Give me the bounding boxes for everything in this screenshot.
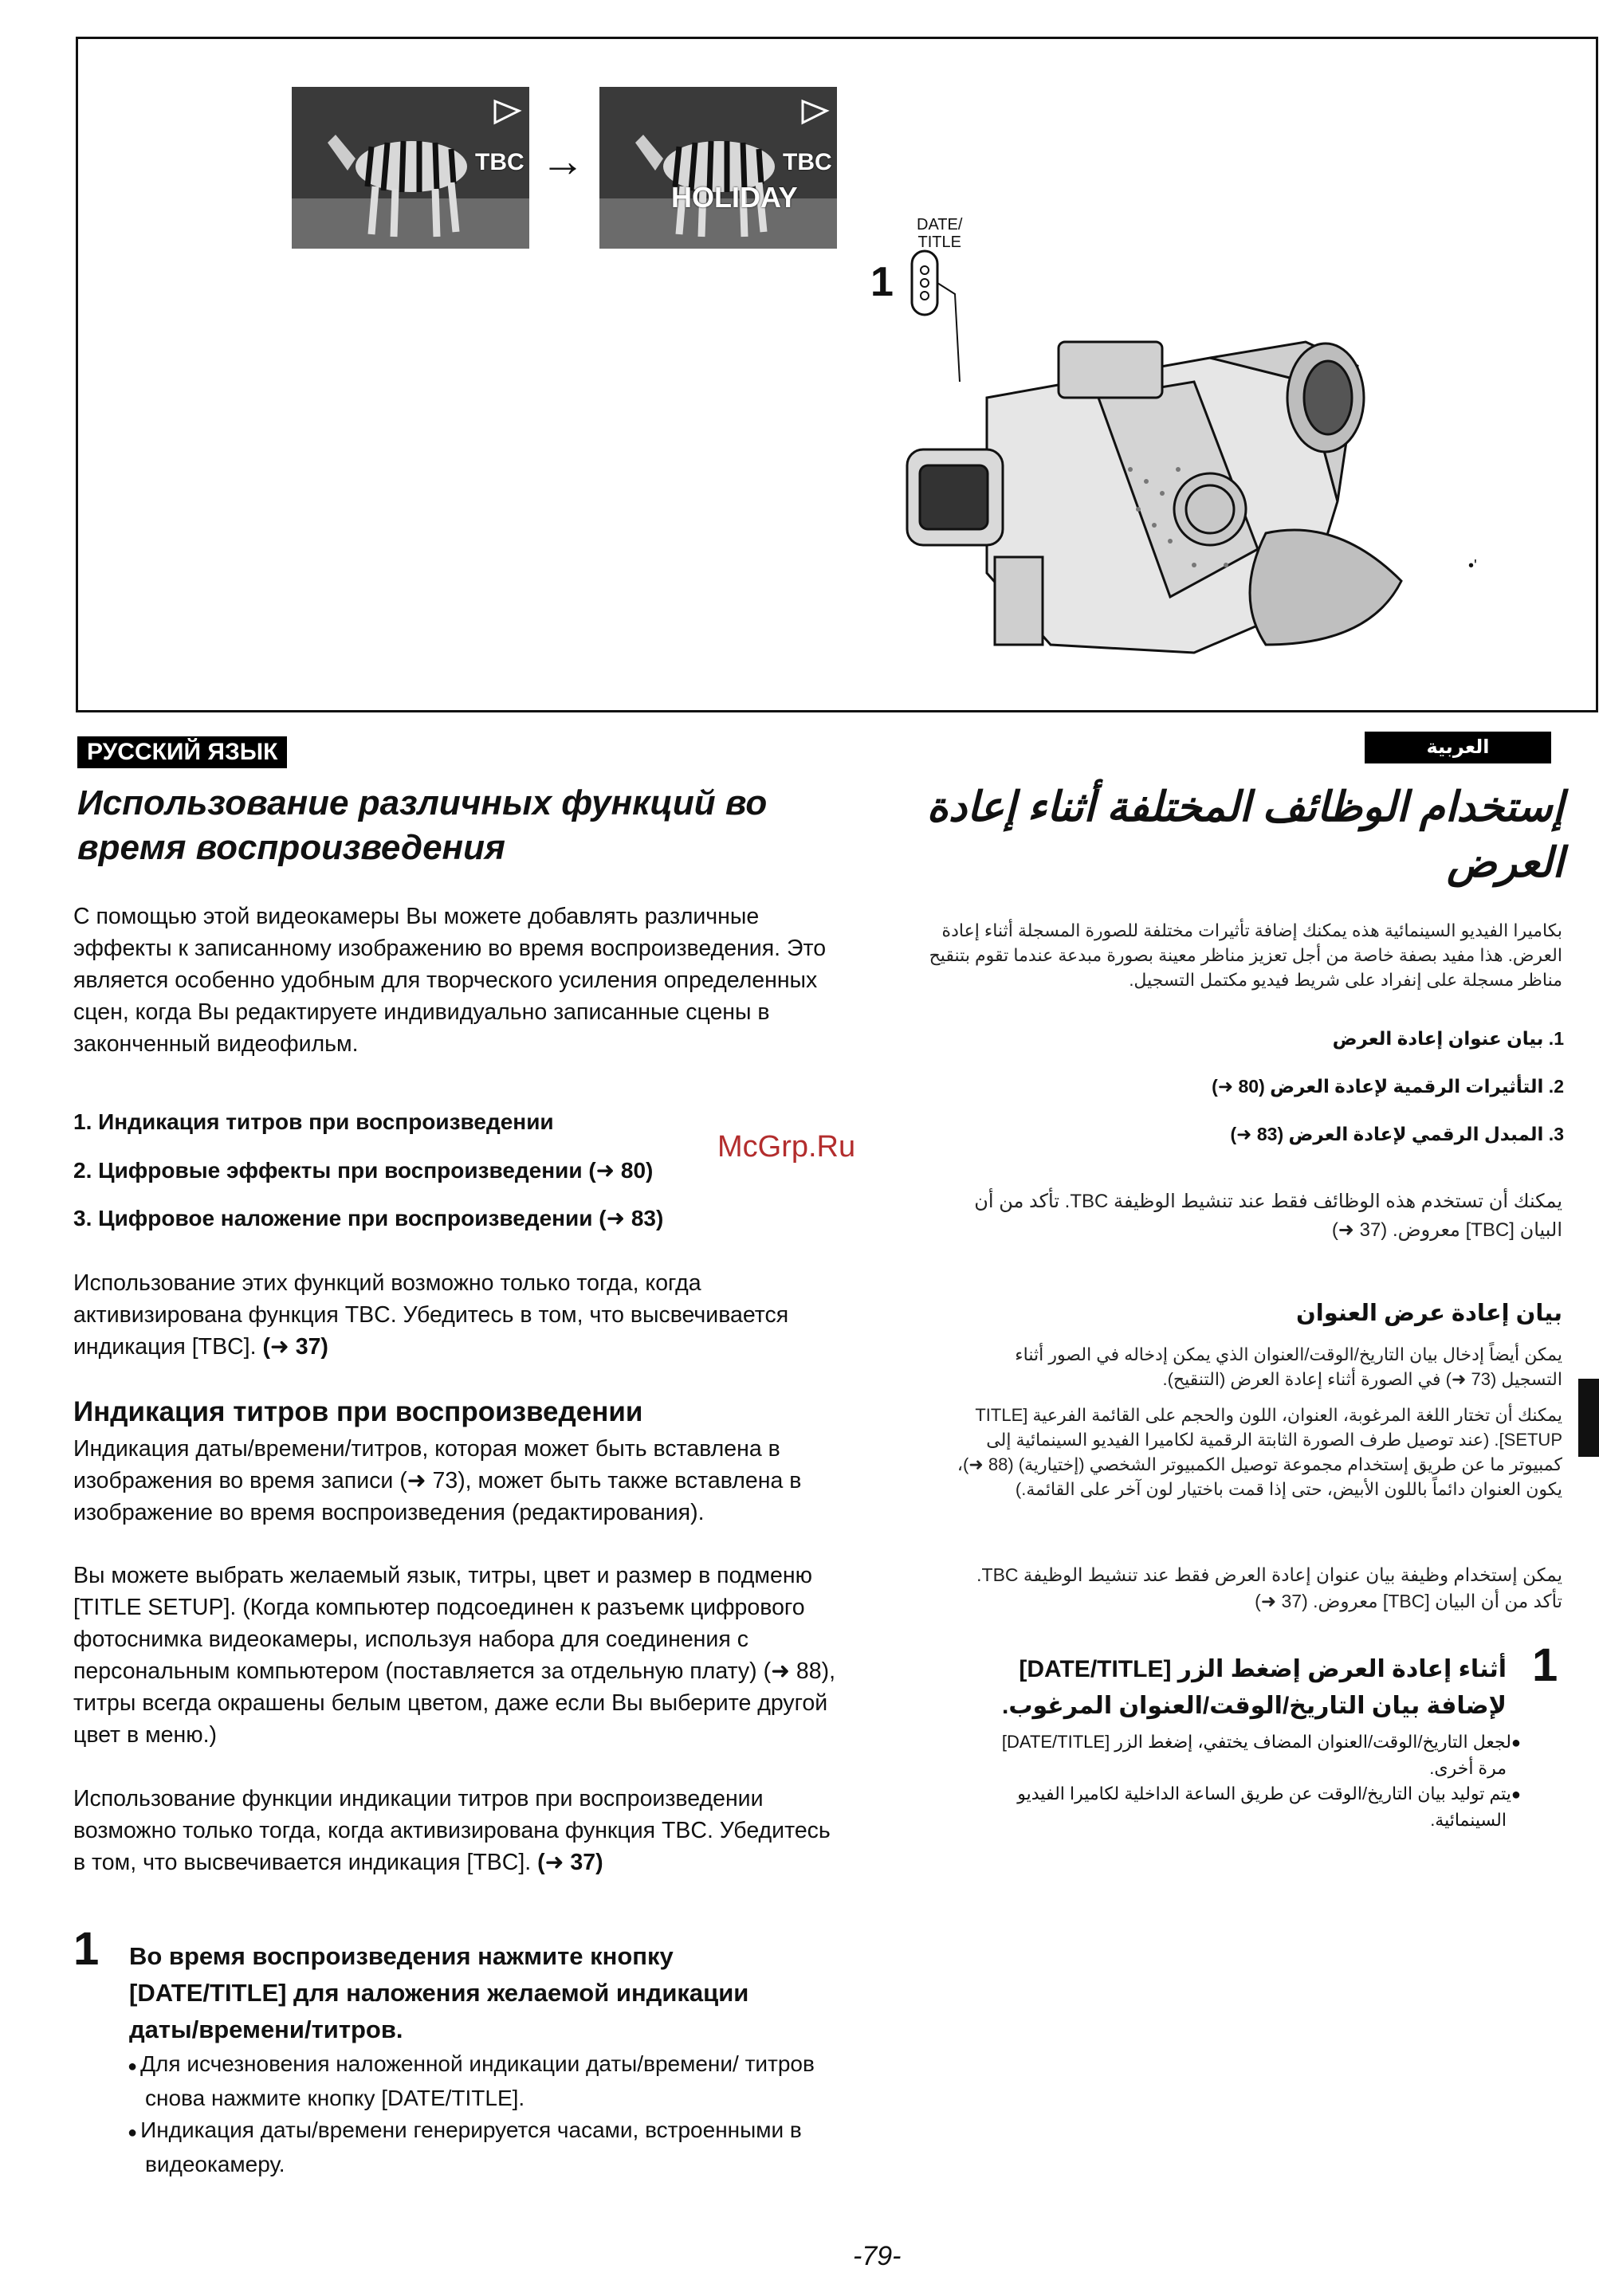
russian-section-paragraph-3 [73, 1783, 839, 1878]
tbc-indicator-before: TBC [475, 149, 524, 175]
russian-section-paragraph-2: Вы можете выбрать желаемый язык, титры, цвет и размер в подменю [TITLE SETUP]. (Когда компьютер подсоединен к разъемк цифрового фотоснимка видеокамеры, используя набора для соединения с персональным компьютером (поставляется за отдельную плату) (➜ 88), титры всегда окрашены белым цветом, даже если Вы выберите другой цвет в меню.) [73, 1563, 835, 1748]
russian-section-paragraph-3-text: Использование функции индикации титров при воспроизведении возможно только тогда, когда активизирована функция TBC. Убедитесь в том, что высвечивается индикация [TBC]. [73, 1786, 831, 1875]
arabic-tbc-note: يمكنك أن تستخدم هذه الوظائف فقط عند تنشيط الوظيفة TBC. تأكد من أن البيان [TBC] معروض. (37 ➜) [974, 1191, 1562, 1241]
illustration-frame [76, 37, 1598, 712]
arabic-section-paragraph-1: يمكن أيضاً إدخال بيان التاريخ/الوقت/العنوان الذي يمكن إدخاله في الصور أثناء التسجيل (73 ➜) في الصورة أثناء إعادة العرض (التنقيح). [1015, 1344, 1562, 1389]
russian-intro-paragraph: С помощью этой видеокамеры Вы можете добавлять различные эффекты к записанному изображению во время воспроизведения. Это является особенно удобным для творческого усиления определенных сцен, когда Вы редактируете индивидуально записанные сцены в законченный видеофильм. [73, 904, 827, 1057]
russian-feature-item-3: 3. Цифровое наложение при воспроизведении (➜ 83) [73, 1206, 664, 1230]
page-edge-tab-marker [1578, 1379, 1599, 1457]
arabic-step-bullet-1: ● لجعل التاريخ/الوقت/العنوان المضاف يختفي، إضغط الزر [DATE/TITLE] مرة أخرى. [957, 1729, 1507, 1781]
tbc-indicator-after: TBC [783, 149, 832, 175]
zebra-after-image [599, 87, 837, 249]
camcorder-illustration [891, 310, 1441, 701]
arabic-step-bullets [957, 1729, 1511, 1833]
russian-tbc-note [73, 1267, 839, 1363]
step-callout-number: 1 [870, 259, 894, 305]
arabic-page-title: إستخدام الوظائف المختلفة أثناء إعادة العرض [926, 784, 1564, 886]
arabic-feature-list [1116, 1028, 1564, 1156]
holiday-title-overlay: HOLIDAY [671, 181, 798, 214]
russian-section-paragraph-3-ref: (➜ 37) [537, 1850, 603, 1875]
russian-page-title: Использование различных функций во время воспроизведения [77, 783, 768, 867]
arabic-section-paragraph-3: يمكن إستخدام وظيفة بيان عنوان إعادة العرض فقط عند تنشيط الوظيفة TBC. تأكد من أن البيان [TBC] معروض. (37 ➜) [976, 1564, 1562, 1611]
russian-step-bullet-2: ● Индикация даты/времени генерируется часами, встроенными в видеокамеру. [126, 2114, 859, 2180]
arabic-feature-item-3: 3. المبدل الرقمي لإعادة العرض (83 ➜) [1230, 1124, 1564, 1144]
arabic-step-number: 1 [1532, 1639, 1558, 1691]
arabic-section-paragraph-2: يمكنك أن تختار اللغة المرغوبة، العنوان، اللون والحجم على القائمة الفرعية [TITLE SETUP]. (عند توصيل طرف الصورة الثابتة الرقمية لكاميرا الفيديو السينمائية إلى كمبيوتر ما عن طريق إستخدام مجموعة توصيل الكمبيوتر الشخصي (إختيارية) (88 ➜)، يكون العنوان دائماً باللون الأبيض، حتى إذا قمت باختيار لون آخر على القائمة.) [957, 1405, 1562, 1499]
zebra-before-image [292, 87, 529, 249]
russian-step-heading: Во время воспроизведения нажмите кнопку [DATE/TITLE] для наложения желаемой индикации даты/времени/титров. [129, 1942, 749, 2043]
russian-feature-item-1: 1. Индикация титров при воспроизведении [73, 1109, 554, 1134]
date-title-button-label: DATE/ TITLE [917, 216, 963, 251]
arabic-section-title: بيان إعادة عرض العنوان [1296, 1301, 1562, 1326]
stray-mark: •' [1468, 557, 1477, 575]
arabic-feature-item-1: 1. بيان عنوان إعادة العرض [1332, 1028, 1564, 1049]
arabic-step-bullet-2: ● يتم توليد بيان التاريخ/الوقت عن طريق الساعة الداخلية لكاميرا الفيديو السينمائية. [957, 1781, 1507, 1833]
russian-step-number: 1 [73, 1923, 100, 1975]
russian-step-bullet-1: ● Для исчезновения наложенной индикации даты/времени/ титров снова нажмите кнопку [DATE/TITLE]. [126, 2048, 859, 2114]
russian-language-label: РУССКИЙ ЯЗЫК [77, 736, 287, 768]
russian-section-title: Индикация титров при воспроизведении [73, 1396, 643, 1427]
russian-section-paragraph-1: Индикация даты/времени/титров, которая может быть вставлена в изображения во время записи (➜ 73), может быть также вставлена в изображение во время воспроизведения (редактирования). [73, 1436, 802, 1525]
watermark-text: McGrp.Ru [717, 1130, 856, 1164]
arabic-feature-item-2: 2. التأثيرات الرقمية لإعادة العرض (80 ➜) [1212, 1076, 1564, 1097]
russian-tbc-note-ref: (➜ 37) [262, 1334, 328, 1360]
arabic-step-heading: أثناء إعادة العرض إضغط الزر [DATE/TITLE] لإضافة بيان التاريخ/الوقت/العنوان المرغوب. [1002, 1656, 1507, 1719]
arrow-right-icon: → [540, 135, 585, 186]
page-number: -79- [853, 2241, 902, 2271]
arabic-intro-paragraph: بكاميرا الفيديو السينمائية هذه يمكنك إضافة تأثيرات مختلفة للصورة المسجلة أثناء إعادة العرض. هذا مفيد بصفة خاصة من أجل تعزيز مناظر معينة بصورة مبدعة عندما تقوم بتنقيح مناظر مسجلة على إنفراد على شريط فيديو مكتمل التسجيل. [929, 920, 1562, 990]
russian-tbc-note-text: Использование этих функций возможно только тогда, когда активизирована функция TBC. Убедитесь в том, что высвечивается индикация [TBC]. [73, 1270, 789, 1360]
russian-step-bullets [126, 2048, 859, 2180]
arabic-language-label: العربية [1365, 732, 1551, 763]
russian-feature-item-2: 2. Цифровые эффекты при воспроизведении (➜ 80) [73, 1158, 654, 1183]
